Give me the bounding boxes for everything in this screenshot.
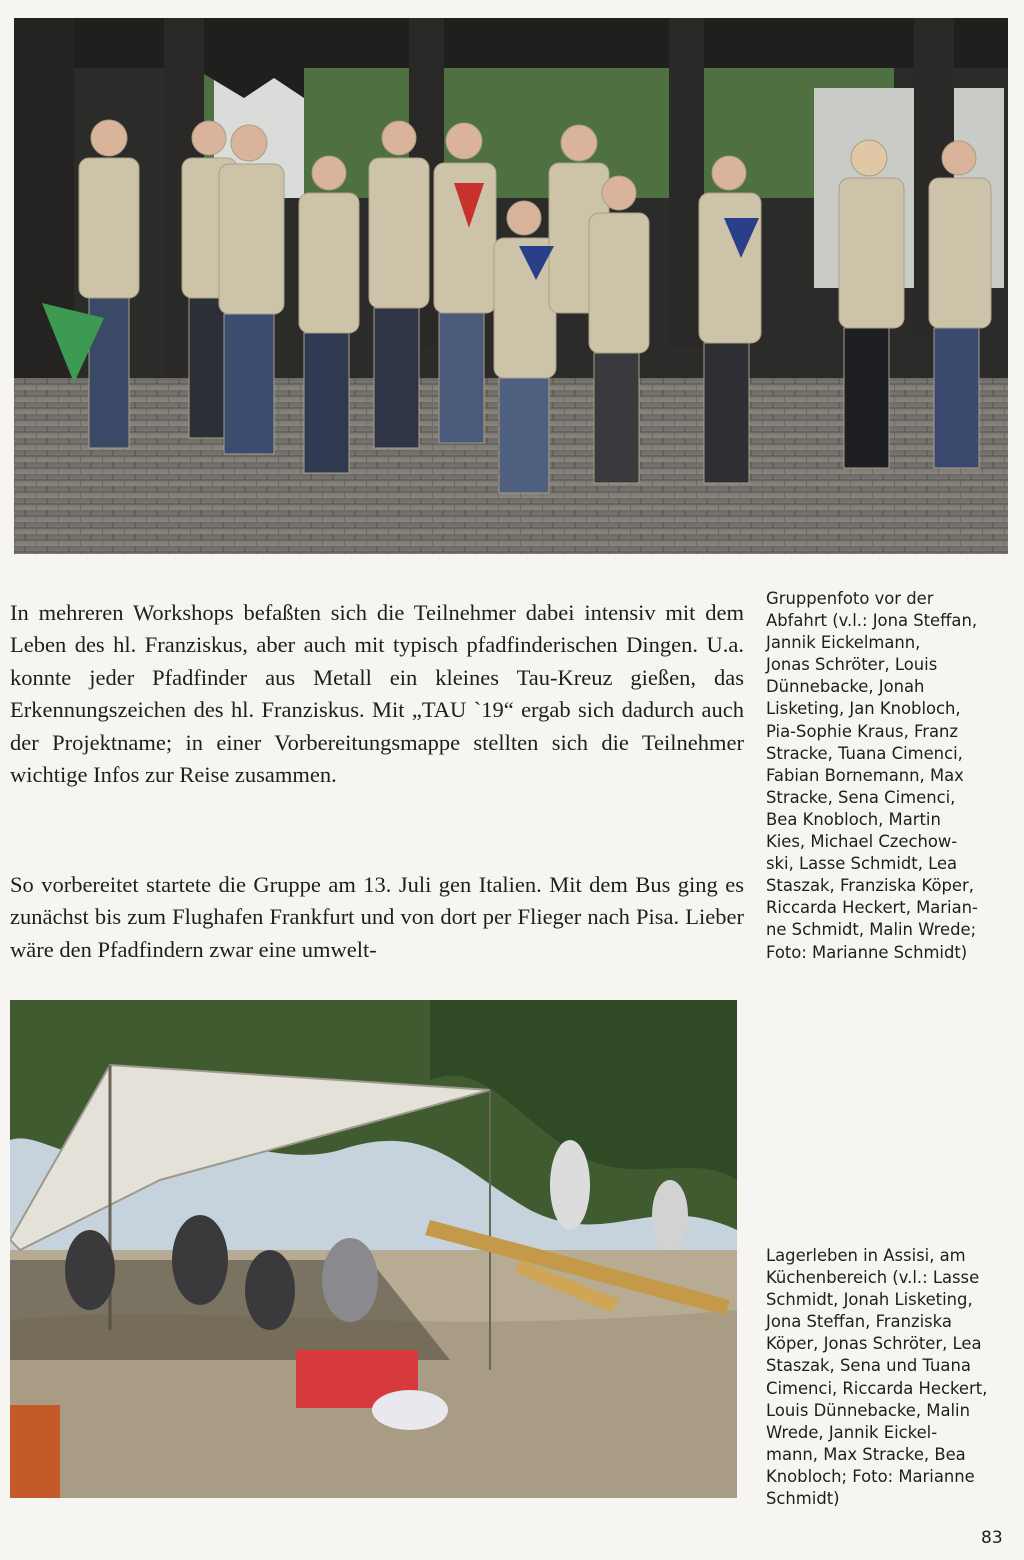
camp-photo xyxy=(10,1000,737,1498)
camp-photo-illustration xyxy=(10,1000,737,1498)
page-number: 83 xyxy=(981,1528,1003,1548)
article-paragraph-1: In mehreren Workshops befaßten sich die Teilnehmer dabei intensiv mit dem Leben des hl. Franziskus, aber auch mit typisch pfadfinderischen Dingen. U.a. konnte jeder Pfadfinder aus Metall ein kleines Tau-Kreuz gießen, das Erkennungszeichen des hl. Franziskus. Mit „TAU `19“ ergab sich dadurch auch der Projektname; in einer Vorbereitungsmappe stellten sich die Teilnehmer wichtige Infos zur Reise zusammen. xyxy=(10,600,744,788)
group-photo-caption: Gruppenfoto vor der Abfahrt (v.l.: Jona Steffan, Jannik Eickelmann, Jonas Schröter, Louis Dünnebacke, Jonah Lisketing, Jan Knobloch, Pia-Sophie Kraus, Franz Stracke, Tuana Cimenci, Fabian Bornemann, Max Stracke, Sena Cimenci, Bea Knobloch, Martin Kies, Michael Czechow- ski, Lasse Schmidt, Lea Staszak, Franziska Köper, Riccarda Heckert, Marian- ne Schmidt, Malin Wrede; Foto: Marianne Schmidt) xyxy=(766,589,978,962)
group-photo-illustration xyxy=(14,18,1008,554)
group-photo xyxy=(14,18,1008,554)
article-paragraph-2: So vorbereitet startete die Gruppe am 13. Juli gen Italien. Mit dem Bus ging es zunächst bis zum Flughafen Frankfurt und von dort per Flieger nach Pisa. Lieber wäre den Pfadfindern zwar eine umwelt- xyxy=(10,872,744,962)
camp-photo-caption: Lagerleben in Assisi, am Küchenbereich (v.l.: Lasse Schmidt, Jonah Lisketing, Jona Steffan, Franziska Köper, Jonas Schröter, Lea Staszak, Sena und Tuana Cimenci, Riccarda Heckert, Louis Dünnebacke, Malin Wrede, Jannik Eickel- mann, Max Stracke, Bea Knobloch; Foto: Marianne Schmidt) xyxy=(766,1246,988,1509)
